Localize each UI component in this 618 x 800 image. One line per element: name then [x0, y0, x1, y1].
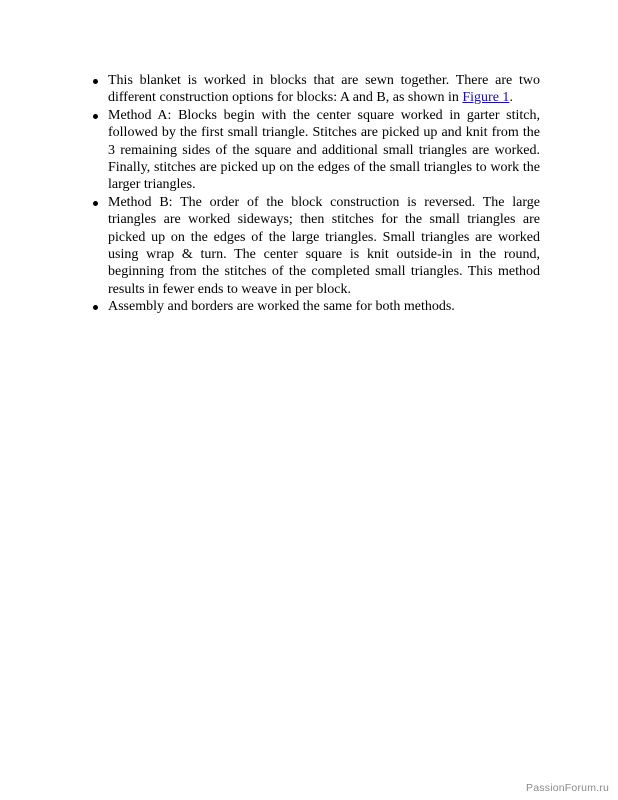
bullet-icon — [93, 201, 98, 206]
list-item-text-end: . — [509, 90, 513, 106]
list-item-method-a — [108, 107, 540, 194]
bullet-icon — [93, 305, 98, 310]
bullet-icon — [93, 79, 98, 84]
bullet-icon — [93, 114, 98, 119]
figure-1-link[interactable]: Figure 1 — [462, 90, 510, 106]
list-item-text: Method B: The order of the block construction is reversed. The large triangles are worked sideways; then stitches for the small triangles are picked up on the edges of the large triangles. Small triangles are worked using wrap & turn. The center square is knit outside-in in the round, beginning from the stitches of the completed small triangles. This method results in fewer ends to weave in per block. — [108, 194, 540, 297]
list-item-text: This blanket is worked in blocks that are sewn together. There are two different construction options for blocks: A and B, as shown in — [108, 73, 540, 106]
watermark: PassionForum.ru — [526, 782, 609, 794]
list-item-method-b — [108, 194, 540, 298]
list-item-assembly — [108, 298, 540, 315]
list-item-text: Assembly and borders are worked the same for both methods. — [108, 299, 455, 315]
list-item-construction-options — [108, 72, 540, 107]
instructions-list — [108, 72, 540, 316]
list-item-text: Method A: Blocks begin with the center square worked in garter stitch, followed by the first small triangle. Stitches are picked up and knit from the 3 remaining sides of the square and additional small triangles are worked. Finally, stitches are picked up on the edges of the small triangles to work the larger triangles. — [108, 107, 540, 193]
